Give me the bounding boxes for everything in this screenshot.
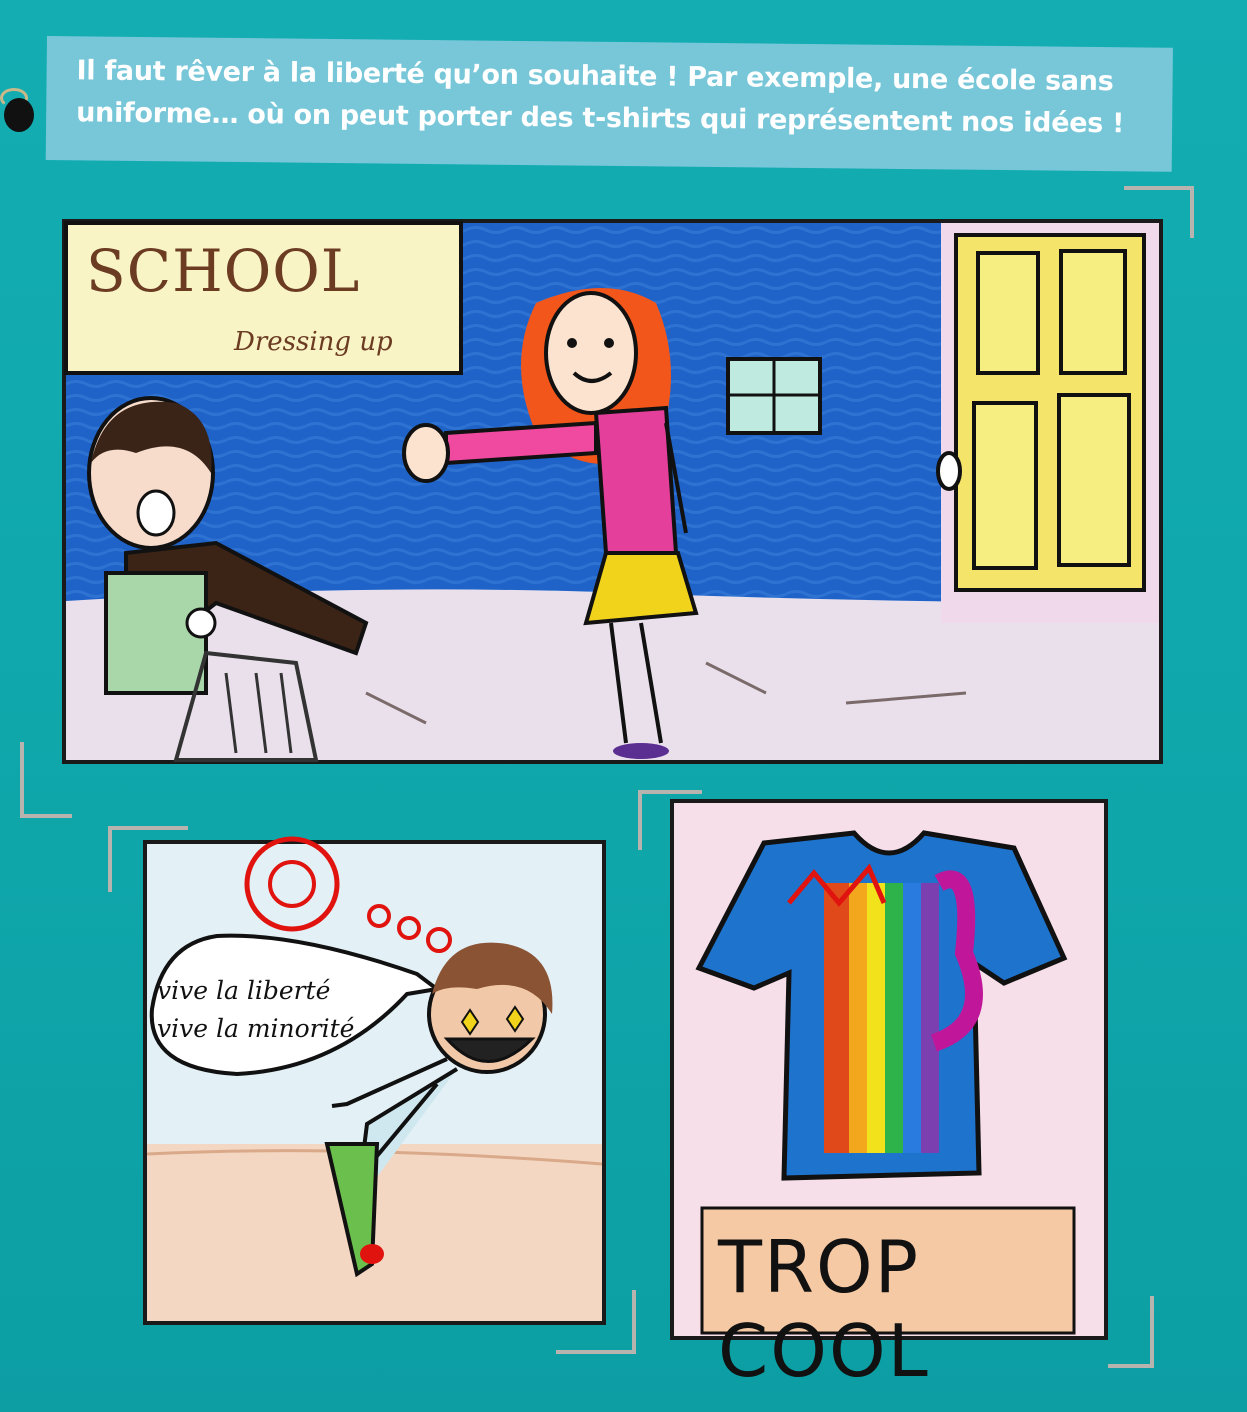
- comic-panel-tshirt: [670, 799, 1108, 1393]
- caption-line-1: Il faut rêver à la liberté qu’on souhaite ! Par exemple, une école sans: [76, 55, 1114, 98]
- school-sign-subtitle: Dressing up: [234, 327, 393, 357]
- speech-bubble-line-1: vive la liberté: [157, 976, 331, 1005]
- tshirt-banner-text: TROP COOL: [718, 1225, 930, 1393]
- comic-panel-liberte: [143, 840, 606, 1325]
- school-sign-title: SCHOOL: [86, 237, 361, 305]
- speech-bubble-line-2: vive la minorité: [157, 1014, 355, 1043]
- panel-liberte-drawing: [147, 844, 602, 1321]
- corner-mark: [1108, 1296, 1154, 1368]
- comic-panel-school: [62, 219, 1163, 764]
- caption-line-2: uniforme… où on peut porter des t-shirts qui représentent nos idées !: [76, 97, 1125, 140]
- punch-hole: [4, 98, 34, 132]
- caption-band: [46, 36, 1173, 172]
